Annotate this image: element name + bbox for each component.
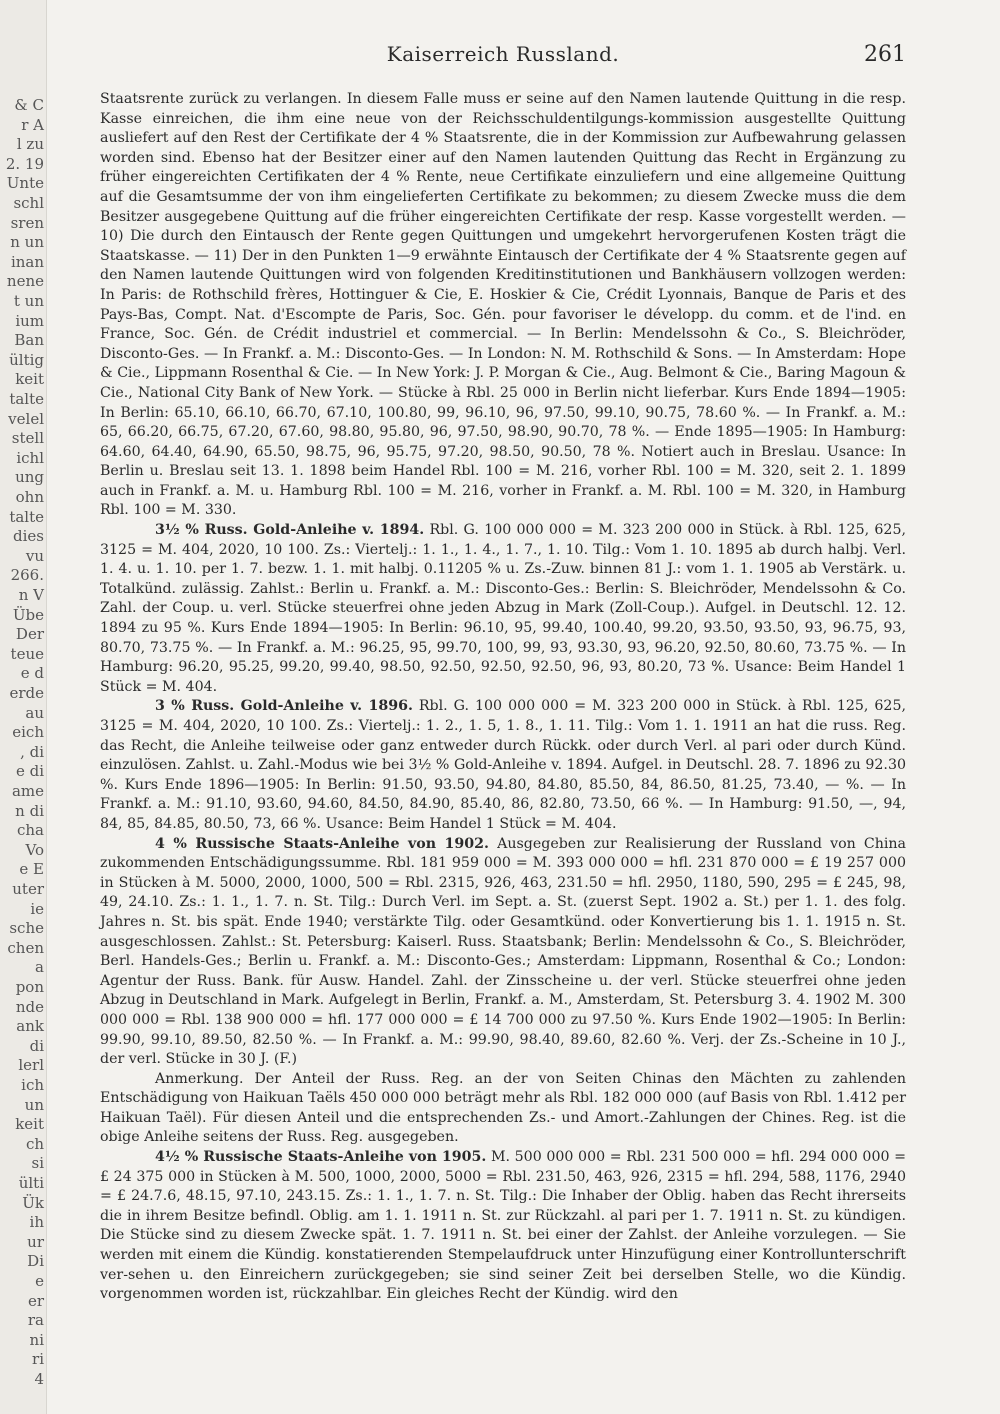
margin-fragment: ohn [15,488,44,506]
section-heading: 4 % Russische Staats-Anleihe von 1902. [155,835,489,852]
section-heading: 3½ % Russ. Gold-Anleihe v. 1894. [155,522,425,539]
margin-fragment: dies [13,527,44,546]
margin-fragment: ichl [16,448,44,467]
margin-fragment: r A [21,115,44,134]
margin-fragment: Di [27,1252,44,1271]
margin-fragment: Der [15,625,44,644]
section-heading: 4½ % Russische Staats-Anleihe von 1905. [155,1149,487,1166]
margin-fragment: eich [12,723,44,742]
section-state-loan-1905 [100,1148,906,1305]
margin-fragment: inan [10,252,44,271]
margin-fragment: Unte [6,174,44,193]
margin-fragment: , di [20,742,44,761]
margin-fragment: n V [18,586,44,604]
margin-fragment: au [25,703,44,722]
margin-fragment: l zu [16,135,44,154]
section-heading: 3 % Russ. Gold-Anleihe v. 1896. [155,698,413,715]
section-text: Rbl. G. 100 000 000 = M. 323 200 000 in Stück. à Rbl. 125, 625, 3125 = M. 404, 2020, 10 100. Zs.: Viertelj.: 1. 2., 1. 5, 1. 8., 1. 11. Tilg.: Vom 1. 1. 1911 an hat die russ. Reg. das Recht, die Anleihe teilweise oder ganz entweder durch Rückk. oder durch Verl. al pari oder durch Künd. einzulösen. Zahlst. u. Zahl.-Modus wie bei 3½ % Gold-Anleihe v. 1894. Aufgel. in Deutschl. 28. 7. 1896 zu 92.30 %. Kurs Ende 1896—1905: In Berlin: 91.50, 93.50, 94.80, 84.80, 85.50, 84, 86.50, 81.25, 73.40, — %. — In Frankf. a. M.: 91.10, 93.60, 94.60, 84.50, 84.90, 85.40, 86, 82.80, 73.50, 66 %. — In Hamburg: 91.50, —, 94, 84, 85, 84.85, 80.50, 73, 66 %. Usance: Beim Handel 1 Stück = M. 404. [100,698,906,832]
margin-fragment: Übe [12,605,44,624]
margin-fragment: ank [16,1017,44,1036]
margin-fragment: & C [14,96,44,114]
section-state-loan-1902 [100,835,906,1070]
page-header [100,42,906,72]
margin-fragment: ung [15,468,44,487]
margin-fragment: pon [15,978,44,996]
margin-fragment: nene [6,272,44,291]
margin-fragment: ium [15,311,44,330]
margin-fragment: stell [11,429,44,448]
section-text: M. 500 000 000 = Rbl. 231 500 000 = hfl. 294 000 000 = £ 24 375 000 in Stücken à M. 500, 1000, 2000, 5000 = Rbl. 231.50, 463, 926, 2315 = hfl. 294, 588, 1176, 2940 = £ 24.7.6, 48.15, 97.10, 243.15. Zs.: 1. 1., 1. 7. n. St. Tilg.: Die Inhaber der Oblig. haben das Recht ihrerseits die in ihrem Besitze befindl. Oblig. am 1. 1. 1911 n. St. zur Rückzahl. al pari per 1. 7. 1911 n. St. zu kündigen. Die Stücke sind zu diesem Zwecke spät. 1. 7. 1911 n. St. bei einer der Zahlst. der Anleihe vorzulegen. — Sie werden mit einem die Kündig. konstatierenden Stempelaufdruck unter Hinzufügung einer Kontrollunterschrift ver-sehen u. den Einreichern zurückgegeben; sie sind seiner Zeit bei derselben Stelle, wo die Kündig. vorgenommen worden ist, rückzahlbar. Ein gleiches Recht der Kündig. wird den [100,1149,906,1303]
margin-fragment: t un [13,292,44,310]
margin-fragment: a [35,958,44,977]
margin-fragment: keit [15,370,44,389]
margin-fragment: ur [27,1232,44,1251]
margin-fragment: nde [15,997,44,1016]
margin-fragment: n di [15,801,44,820]
margin-fragment: lerl [18,1056,44,1075]
margin-fragment: 266. [10,566,44,585]
margin-fragment: chen [7,938,44,957]
margin-fragment: Vo [25,840,44,859]
margin-fragment: ame [11,782,44,800]
margin-fragment: er [27,1291,44,1310]
note-paragraph: Anmerkung. Der Anteil der Russ. Reg. an der von Seiten Chinas den Mächten zu zahlenden Entschädigung von Haikuan Taëls 450 000 000 beträgt mehr als Rbl. 182 000 000 (auf Basis von Rbl. 1.412 per Haikuan Taël). Für diesen Anteil und die entsprechenden Zs.- und Amort.-Zahlungen der Chines. Reg. ist die obige Anleihe seitens der Russ. Reg. ausgegeben. [100,1070,906,1146]
page-number: 261 [864,42,906,67]
margin-fragment: uter [12,880,44,898]
margin-fragment: n un [10,233,44,252]
margin-fragment: ih [29,1213,44,1232]
margin-fragment: e di [15,762,44,781]
margin-fragment: 2. 19 [5,154,44,173]
margin-fragment: talte [9,507,44,526]
margin-fragment: ra [27,1311,44,1330]
margin-fragment: sche [9,919,44,938]
margin-fragment: teue [10,644,44,663]
margin-fragment: ni [29,1330,44,1349]
margin-fragment: velel [8,409,44,428]
margin-fragment: 4 [34,1370,44,1388]
margin-fragment: ie [30,899,44,918]
section-text: Rbl. G. 100 000 000 = M. 323 200 000 in Stück. à Rbl. 125, 625, 3125 = M. 404, 2020, 10 100. Zs.: Viertelj.: 1. 1., 1. 4., 1. 7., 1. 10. Tilg.: Vom 1. 10. 1895 ab durch halbj. Verl. 1. 4. u. 1. 10. per 1. 7. bezw. 1. 1. mit halbj. 0.11205 % u. Zs.-Zuw. binnen 81 J.: vom 1. 1. 1905 ab Verstärk. u. Totalkünd. zulässig. Zahlst.: Berlin u. Frankf. a. M.: Disconto-Ges.: Berlin: S. Bleichröder, Mendelssohn & Co. Zahl. der Coup. u. verl. Stücke steuerfrei ohne jeden Abzug in Mark (Zoll-Coup.). Aufgel. in Deutschl. 12. 12. 1894 zu 95 %. Kurs Ende 1894—1905: In Berlin: 96.10, 95, 99.40, 100.40, 99.20, 93.50, 93.50, 93, 96.75, 93, 80.70, 73.75 %. — In Frankf. a. M.: 96.25, 95, 99.70, 100, 99, 93, 93.30, 93, 96.20, 92.50, 80.60, 73.75 %. — In Hamburg: 96.20, 95.25, 99.20, 99.40, 98.50, 92.50, 92.50, 92.50, 96, 93, 80.20, 73 %. Usance: Beim Handel 1 Stück = M. 404. [100,522,906,695]
margin-fragment: talte [9,390,44,408]
margin-fragment: Ük [22,1193,44,1212]
margin-fragment: keit [15,1115,44,1134]
margin-fragment: ri [32,1350,44,1369]
margin-fragment: schl [13,194,44,212]
margin-fragment: ülti [18,1174,44,1192]
margin-fragment: ich [21,1076,44,1094]
margin-fragment: ch [25,1134,44,1153]
margin-fragment: vu [25,546,44,565]
margin-fragment: erde [9,684,44,702]
margin-fragment: sren [10,213,44,232]
running-title: Kaiserreich Russland. [386,42,620,66]
margin-fragment: e [35,1272,44,1290]
margin-fragment: Ban [14,331,44,350]
paragraph-continuation: Staatsrente zurück zu verlangen. In diesem Falle muss er seine auf den Namen lautende Quittung in die resp. Kasse einreichen, die ihm eine neue von der Reichsschuldentilgungs-kommission ausgestellte Quittung ausliefert auf den Rest der Certifikate der 4 % Staatsrente, die in der Kommission zur Aufbewahrung gelassen worden sind. Ebenso hat der Besitzer einer auf den Namen lautenden Quittung das Recht in Ergänzung zu früher eingereichten Certifikaten der 4 % Rente, neue Certifikate einzuliefern und eine allgemeine Quittung auf die Gesamtsumme der von ihm eingelieferten Certifikate zu bekommen; zu diesem Zwecke muss die dem Besitzer ausgegebene Quittung auf die früher eingereichten Certifikate der resp. Kasse vorgestellt werden. — 10) Die durch den Eintausch der Rente gegen Quittungen und umgekehrt hervorgerufenen Kosten trägt die Staatskasse. — 11) Der in den Punkten 1—9 erwähnte Eintausch der Certifikate der 4 % Staatsrente gegen auf den Namen lautende Quittungen wird von folgenden Kreditinstitutionen und Bankhäusern vollzogen werden: In Paris: de Rothschild frères, Hottinguer & Cie, E. Hoskier & Cie, Crédit Lyonnais, Banque de Paris et des Pays-Bas, Compt. Nat. d'Escompte de Paris, Soc. Gén. pour favoriser le développ. du comm. et de l'ind. en France, Soc. Gén. de Crédit industriel et commercial. — In Berlin: Mendelssohn & Co., S. Bleichröder, Disconto-Ges. — In Frankf. a. M.: Disconto-Ges. — In London: N. M. Rothschild & Sons. — In Amsterdam: Hope & Cie., Lippmann Rosenthal & Cie. — In New York: J. P. Morgan & Cie., Aug. Belmont & Cie., Baring Magoun & Cie., National City Bank of New York. — Stücke à Rbl. 25 000 in Berlin nicht lieferbar. Kurs Ende 1894—1905: In Berlin: 65.10, 66.10, 66.70, 67.10, 100.80, 99, 96.10, 96, 97.50, 99.10, 90.75, 78.60 %. — In Frankf. a. M.: 65, 66.20, 66.75, 67.20, 67.60, 98.80, 95.80, 96, 97.50, 98.90, 90.70, 78 %. — Ende 1895—1905: In Hamburg: 64.60, 64.40, 64.90, 65.50, 98.75, 96, 95.75, 97.20, 98.50, 90.50, 78 %. Notiert auch in Breslau. Usance: In Berlin u. Breslau seit 13. 1. 1898 beim Handel Rbl. 100 = M. 216, vorher Rbl. 100 = M. 320, seit 2. 1. 1899 auch in Frankf. a. M. u. Hamburg Rbl. 100 = M. 216, vorher in Frankf. a. M. Rbl. 100 = M. 320, in Hamburg Rbl. 100 = M. 330. [100,91,906,519]
section-gold-loan-1896 [100,697,906,834]
margin-fragment: e E [19,860,44,879]
page-body [100,90,906,1305]
section-text: Ausgegeben zur Realisierung der Russland von China zukommenden Entschädigungssumme. Rbl. 181 959 000 = M. 393 000 000 = hfl. 231 870 000 = £ 19 257 000 in Stücken à M. 5000, 2000, 1000, 500 = Rbl. 2315, 926, 463, 231.50 = hfl. 2950, 1180, 590, 295 = £ 245, 98, 49, 24.10. Zs.: 1. 1., 1. 7. n. St. Tilg.: Durch Verl. im Sept. a. St. (zuerst Sept. 1902 a. St.) per 1. 1. des folg. Jahres n. St. bis spät. Ende 1940; verstärkte Tilg. oder Gesamtkünd. oder Konvertierung bis 1. 1. 1915 n. St. ausgeschlossen. Zahlst.: St. Petersburg: Kaiserl. Russ. Staatsbank; Berlin: Mendelssohn & Co., S. Bleichröder, Berl. Handels-Ges.; Berlin u. Frankf. a. M.: Disconto-Ges.; Amsterdam: Lippmann, Rosenthal & Co.; London: Agentur der Russ. Bank. für Ausw. Handel. Zahl. der Zinsscheine u. der verl. Stücke steuerfrei ohne jeden Abzug in Deutschland in Mark. Aufgelegt in Berlin, Frankf. a. M., Amsterdam, St. Petersburg 3. 4. 1902 M. 300 000 000 = Rbl. 138 900 000 = hfl. 177 000 000 = £ 14 700 000 zu 97.50 %. Kurs Ende 1902—1905: In Berlin: 99.90, 99.10, 89.50, 82.50 %. — In Frankf. a. M.: 99.90, 98.40, 89.60, 82.60 %. Verj. der Zs.-Scheine in 10 J., der verl. Stücke in 30 J. (F.) [100,835,906,1068]
margin-fragment: cha [16,821,44,840]
margin-fragment: di [29,1036,44,1055]
section-gold-loan-1894 [100,521,906,697]
margin-fragment: un [24,1095,44,1114]
margin-fragment: si [31,1154,44,1173]
margin-fragment: e d [20,664,44,683]
margin-fragment: ültig [9,350,44,369]
previous-page-margin [0,0,47,1414]
